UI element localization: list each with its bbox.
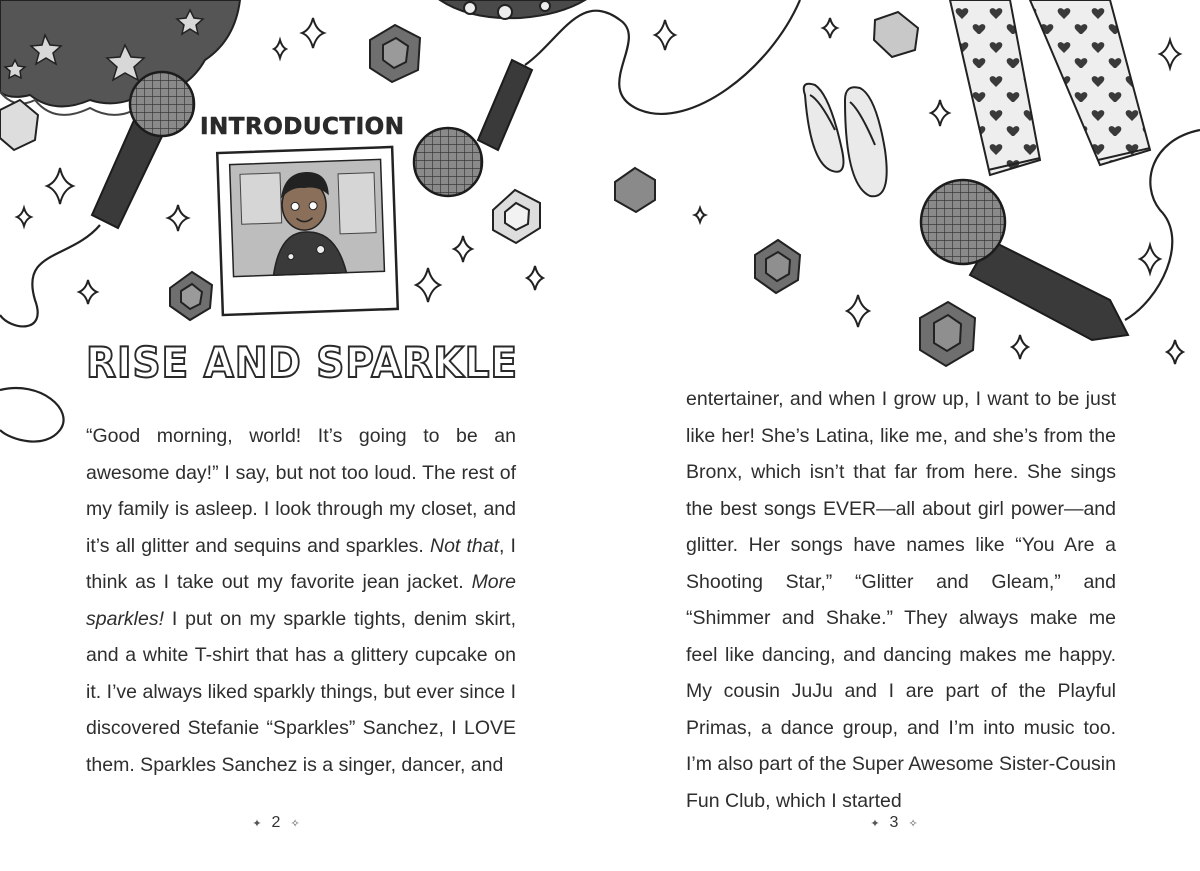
italic-text-run: More sparkles! (86, 571, 516, 630)
page-number-text: 3 (889, 814, 899, 831)
text-run: I put on my sparkle tights, denim skirt, and a white T-shirt that has a glittery cupcake on it. I’ve always liked sparkly things, but ever since I discovered Stefanie “Sparkles” Sanchez, I LOVE them. Sparkles Sanchez is a singer, dancer, and (86, 607, 516, 776)
left-page-body (86, 418, 516, 783)
gem-icon (170, 272, 212, 320)
page-number-text: 2 (271, 814, 281, 831)
shoes-illustration (804, 84, 887, 197)
star-icon: ✦ (252, 818, 262, 830)
page-number-right (854, 814, 934, 832)
chapter-title-text: RISE AND SPARKLE (86, 338, 518, 387)
right-page-body: entertainer, and when I grow up, I want to be just like her! She’s Latina, like me, and she’s from the Bronx, which isn’t that far from here. She sings the best songs EVER—all about girl power—and glitter. Her songs have names like “You Are a Shooting Star,” “Glitter and Gleam,” and “Shimmer and Shake.” They always make me feel like dancing, and dancing makes me happy. My cousin JuJu and I are part of the Playful Primas, a dance group, and I’m into music too. I’m also part of the Super Awesome Sister-Cousin Fun Club, which I started (686, 388, 1116, 812)
star-icon: ✧ (908, 818, 918, 830)
polaroid-photo (217, 147, 398, 315)
text-run: , I think as I take out my favorite jean jacket. (86, 534, 516, 593)
gem-icon (0, 100, 38, 150)
text-run: “Good morning, world! It’s going to be an awesome day!” I say, but not too loud. The rest of my family is asleep. I look through my closet, and it’s all glitter and sequins and sparkles. (86, 425, 516, 557)
star-icon: ✧ (290, 818, 300, 830)
gem-icon (370, 25, 420, 82)
gem-icon (920, 302, 975, 366)
italic-text-run: Not that (429, 534, 499, 557)
skirt-illustration (0, 0, 240, 115)
gem-icon (615, 168, 655, 212)
pajama-legs-illustration (950, 0, 1150, 175)
microphone-icon (414, 60, 532, 196)
gem-icon (755, 240, 800, 293)
page-number-left (236, 814, 316, 832)
flower-illustration (440, 0, 585, 19)
star-icon: ✦ (870, 818, 880, 830)
gem-icon (493, 190, 540, 243)
chapter-title (84, 331, 524, 391)
gem-icon (874, 12, 918, 57)
chapter-label: INTRODUCTION (200, 114, 405, 140)
